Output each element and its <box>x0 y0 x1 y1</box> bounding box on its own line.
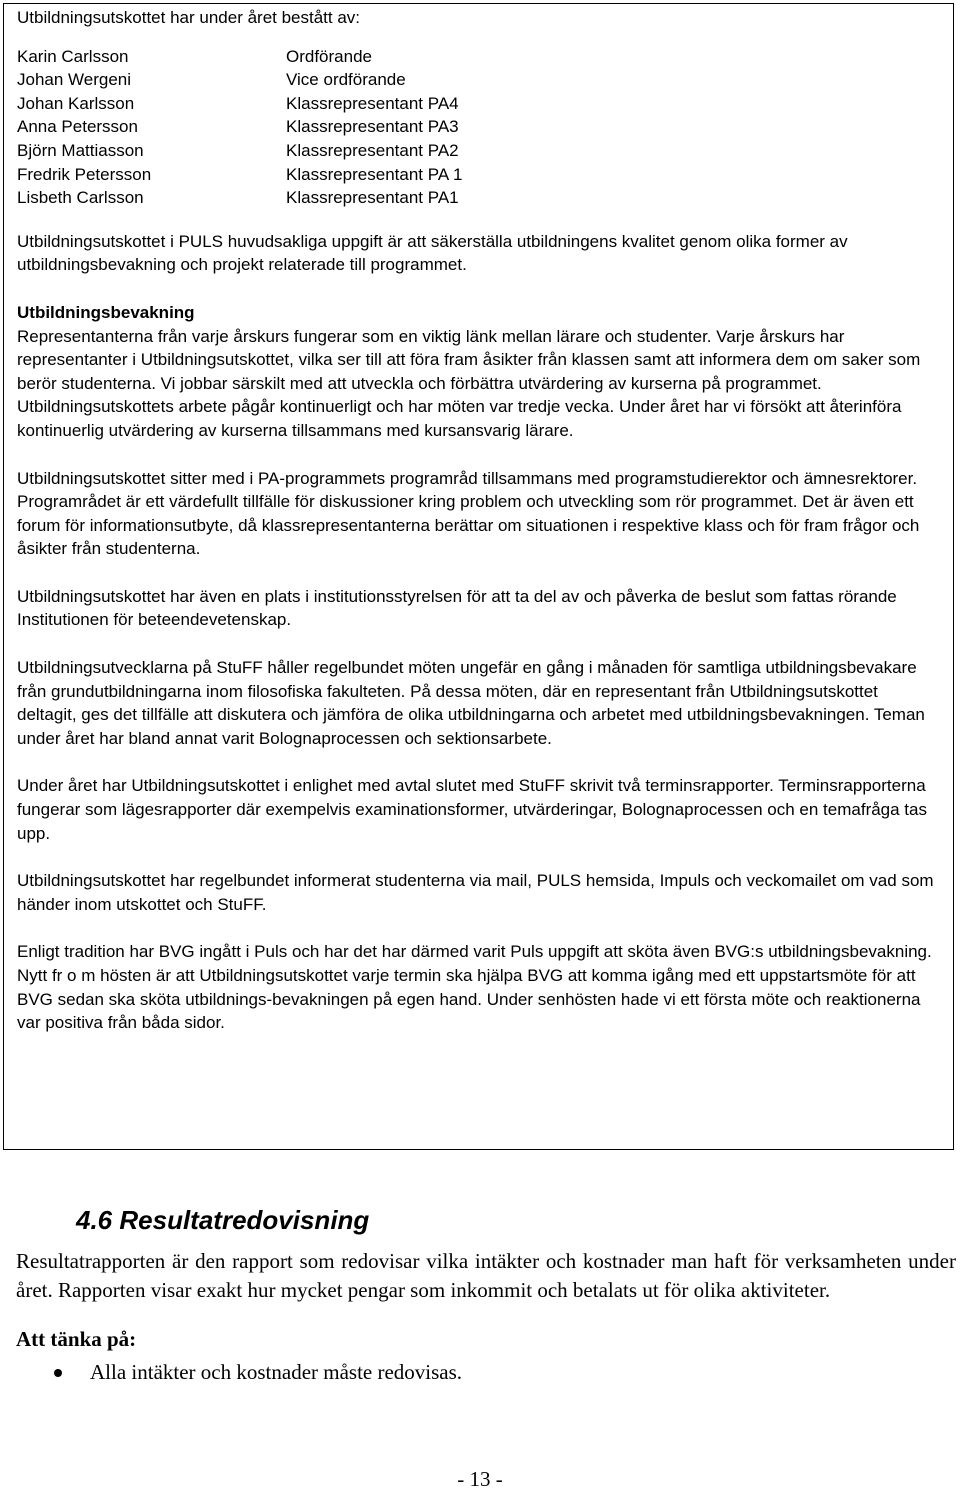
member-list <box>17 45 941 210</box>
member-name: Fredrik Petersson <box>17 164 152 184</box>
representatives-paragraph: Representanterna från varje årskurs fungerar som en viktig länk mellan lärare och studenter. Varje årskurs har representanter i Utbildningsutskottet, vilka ser till att föra fram åsikter från klassen samt att informera dem om saker som berör studenterna. Vi jobbar särskilt med att utveckla och förbättra utvärdering av kurserna på programmet. Utbildningsutskottets arbete pågår kontinuerligt och har möten var tredje vecka. Under året har vi försökt att återinföra kontinuerlig utvärdering av kurserna tillsammans med kursansvarig lärare. <box>17 326 921 440</box>
member-row <box>17 68 941 92</box>
purpose-paragraph: Utbildningsutskottet i PULS huvudsakliga uppgift är att säkerställa utbildningens kvalitet genom olika former av utbildningsbevakning och projekt relaterade till programmet. <box>17 231 848 275</box>
bullet-item: Alla intäkter och kostnader måste redovisas. <box>16 1358 956 1387</box>
member-name: Karin Carlsson <box>17 46 129 66</box>
program-council-paragraph: Utbildningsutskottet sitter med i PA-programmets programråd tillsammans med programstudierektor och ämnesrektorer. Programrådet är ett värdefullt tillfälle för diskussioner kring problem och utveckling som rör programmet. Det är även ett forum för informationsutbyte, då klassrepresentanterna berättar om situationen i respektive klass och för fram frågor och åsikter från studenterna. <box>17 468 920 559</box>
member-name: Anna Petersson <box>17 117 138 137</box>
member-role: Klassrepresentant PA4 <box>286 93 459 113</box>
member-role: Klassrepresentant PA 1 <box>286 164 463 184</box>
section-text: Resultatrapporten är den rapport som redovisar vilka intäkter och kostnader man haft för verksamheten under året. Rapporten visar exakt hur mycket pengar som inkommit och betalats ut för olika aktiviteter. <box>16 1249 956 1302</box>
member-name: Björn Mattiasson <box>17 140 144 160</box>
member-name: Johan Karlsson <box>17 93 135 113</box>
stuff-meetings-paragraph: Utbildningsutvecklarna på StuFF håller regelbundet möten ungefär en gång i månaden för samtliga utbildningsbevakare från grundutbildningarna inom filosofiska fakulteten. På dessa möten, där en representant från Utbildningsutskottet deltagit, ges det tillfälle att diskutera och jämföra de olika utbildningarna och arbetet med utbildningsbevakningen. Teman under året har bland annat varit Bolognaprocessen och sektionsarbete. <box>17 658 925 748</box>
section-heading: Utbildningsbevakning <box>17 302 195 322</box>
member-row <box>17 186 941 210</box>
think-label: Att tänka på: <box>16 1327 137 1351</box>
member-role: Klassrepresentant PA2 <box>286 140 459 160</box>
section-title: 4.6 Resultatredovisning <box>76 1205 370 1235</box>
member-row <box>17 45 941 69</box>
member-name: Lisbeth Carlsson <box>17 188 144 208</box>
information-paragraph: Utbildningsutskottet har regelbundet informerat studenterna via mail, PULS hemsida, Impuls och veckomailet om vad som händer inom utskottet och StuFF. <box>17 871 934 914</box>
board-paragraph: Utbildningsutskottet har även en plats i institutionsstyrelsen för att ta del av och påverka de beslut som fattas rörande Institutionen för beteendevetenskap. <box>17 586 897 630</box>
member-role: Klassrepresentant PA1 <box>286 188 459 208</box>
member-name: Johan Wergeni <box>17 70 132 90</box>
bullet-list <box>16 1358 956 1387</box>
committee-report-box <box>3 3 954 1150</box>
page-number: - 13 - <box>457 1467 503 1491</box>
member-role: Ordförande <box>286 46 372 66</box>
intro-text: Utbildningsutskottet har under året bestått av: <box>17 8 361 27</box>
member-row <box>17 115 941 139</box>
member-role: Vice ordförande <box>286 70 406 90</box>
member-row <box>17 139 941 163</box>
member-row <box>17 92 941 116</box>
result-section <box>16 1200 956 1387</box>
member-role: Klassrepresentant PA3 <box>286 117 459 137</box>
member-row <box>17 163 941 187</box>
term-reports-paragraph: Under året har Utbildningsutskottet i enlighet med avtal slutet med StuFF skrivit två terminsrapporter. Terminsrapporterna fungerar som lägesrapporter där exempelvis examinationsformer, utvärderingar, Bolognaprocessen och en temafråga tas upp. <box>17 776 927 843</box>
bvg-paragraph: Enligt tradition har BVG ingått i Puls och har det har därmed varit Puls uppgift att sköta även BVG:s utbildningsbevakning. Nytt fr o m hösten är att Utbildningsutskottet varje termin ska hjälpa BVG att komma igång med ett uppstartsmöte för att BVG sedan ska sköta utbildnings-bevakningen på egen hand. Under senhösten hade vi ett första möte och reaktionerna var positiva från båda sidor. <box>17 942 932 1033</box>
